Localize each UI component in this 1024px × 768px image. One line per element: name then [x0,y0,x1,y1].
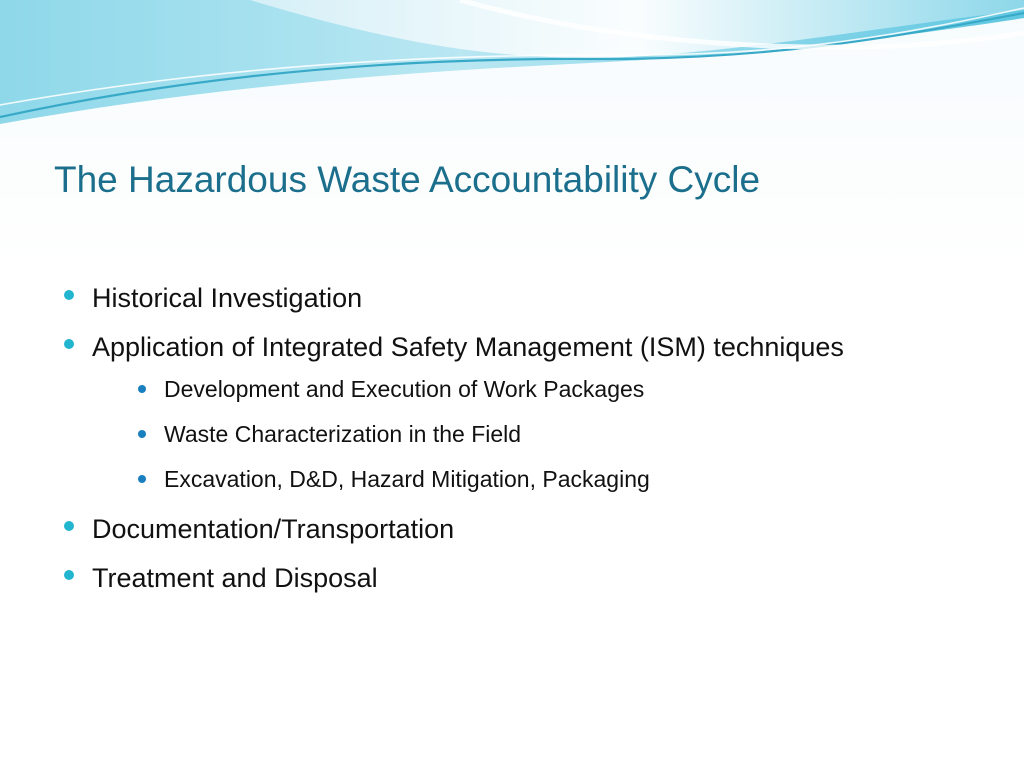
bullet-item-documentation-transportation [62,508,962,550]
bullet-item-historical-investigation [62,277,962,319]
bullet-list [62,277,962,606]
slide-title: The Hazardous Waste Accountability Cycle [54,159,761,200]
sub-bullet-list [92,368,962,501]
sub-bullet-dot-icon [138,430,146,438]
bullet-text: Application of Integrated Safety Management (ISM) techniques [92,332,844,362]
bullet-text: Documentation/Transportation [92,514,455,544]
bullet-item-treatment-disposal [62,557,962,599]
sub-bullet-dot-icon [138,475,146,483]
sub-bullet-text: Development and Execution of Work Packages [164,376,645,402]
bullet-text: Historical Investigation [92,283,363,313]
sub-bullet-waste-characterization [92,413,962,456]
header-wave-decoration [0,0,1024,130]
bullet-dot-icon [64,521,74,531]
sub-bullet-dot-icon [138,385,146,393]
bullet-dot-icon [64,339,74,349]
sub-bullet-text: Waste Characterization in the Field [164,421,522,447]
sub-bullet-work-packages [92,368,962,411]
bullet-dot-icon [64,570,74,580]
sub-bullet-text: Excavation, D&D, Hazard Mitigation, Packaging [164,466,650,492]
bullet-item-ism-techniques [62,326,962,501]
bullet-dot-icon [64,290,74,300]
bullet-text: Treatment and Disposal [92,563,378,593]
sub-bullet-excavation-packaging [92,458,962,501]
